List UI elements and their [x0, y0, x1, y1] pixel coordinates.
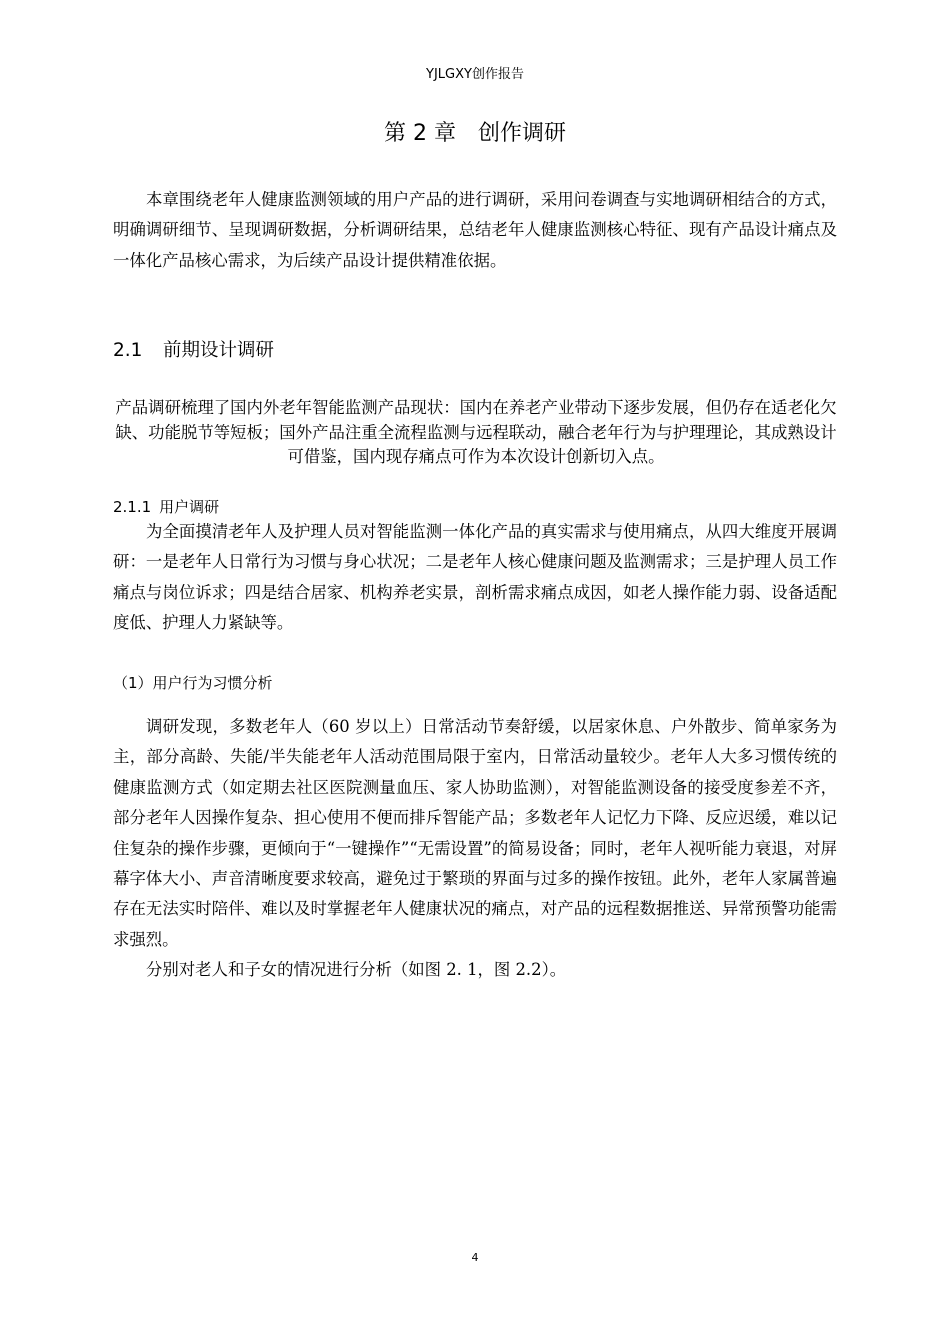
- running-header: YJLGXY创作报告: [426, 67, 524, 82]
- chapter-intro-paragraph: 本章围绕老年人健康监测领域的用户产品的进行调研，采用问卷调查与实地调研相结合的方式，明确调研细节、呈现调研数据，分析调研结果，总结老年人健康监测核心特征、现有产品设计痛点及一体化产品核心需求，为后续产品设计提供精准依据。: [113, 190, 837, 270]
- section-number: 2.1: [113, 340, 143, 361]
- section-2-1-paragraph: 产品调研梳理了国内外老年智能监测产品现状：国内在养老产业带动下逐步发展，但仍存在适老化欠缺、功能脱节等短板；国外产品注重全流程监测与远程联动，融合老年行为与护理理论，其成熟设计可借鉴，国内现存痛点可作为本次设计创新切入点。: [115, 398, 837, 466]
- subsection-number: 2.1.1: [113, 498, 152, 516]
- page-number: 4: [471, 1251, 479, 1264]
- chapter-title: 第 2 章 创作调研: [384, 121, 566, 146]
- subsection-title: 用户调研: [159, 498, 220, 516]
- user-behavior-heading: （1）用户行为习惯分析: [113, 674, 273, 692]
- section-title: 前期设计调研: [163, 340, 275, 361]
- figure-reference-paragraph: 分别对老人和子女的情况进行分析（如图 2. 1，图 2.2）。: [146, 960, 567, 980]
- user-behavior-paragraph: 调研发现，多数老年人（60 岁以上）日常活动节奏舒缓，以居家休息、户外散步、简单家务为主，部分高龄、失能/半失能老年人活动范围局限于室内，日常活动量较少。老年人大多习惯传统的健康监测方式（如定期去社区医院测量血压、家人协助监测），对智能监测设备的接受度参差不齐，部分老年人因操作复杂、担心使用不便而排斥智能产品；多数老年人记忆力下降、反应迟缓，难以记住复杂的操作步骤，更倾向于“一键操作”“无需设置”的简易设备；同时，老年人视听能力衰退，对屏幕字体大小、声音清晰度要求较高，避免过于繁琐的界面与过多的操作按钮。此外，老年人家属普遍存在无法实时陪伴、难以及时掌握老年人健康状况的痛点，对产品的远程数据推送、异常预警功能需求强烈。: [113, 717, 837, 949]
- user-behavior-body: [113, 712, 837, 986]
- section-2-1-heading: [113, 336, 274, 362]
- section-2-1-1-heading: [113, 496, 219, 517]
- section-2-1-1-paragraph: 为全面摸清老年人及护理人员对智能监测一体化产品的真实需求与使用痛点，从四大维度开展调研：一是老年人日常行为习惯与身心状况；二是老年人核心健康问题及监测需求；三是护理人员工作痛点与岗位诉求；四是结合居家、机构养老实景，剖析需求痛点成因，如老人操作能力弱、设备适配度低、护理人力紧缺等。: [113, 522, 837, 633]
